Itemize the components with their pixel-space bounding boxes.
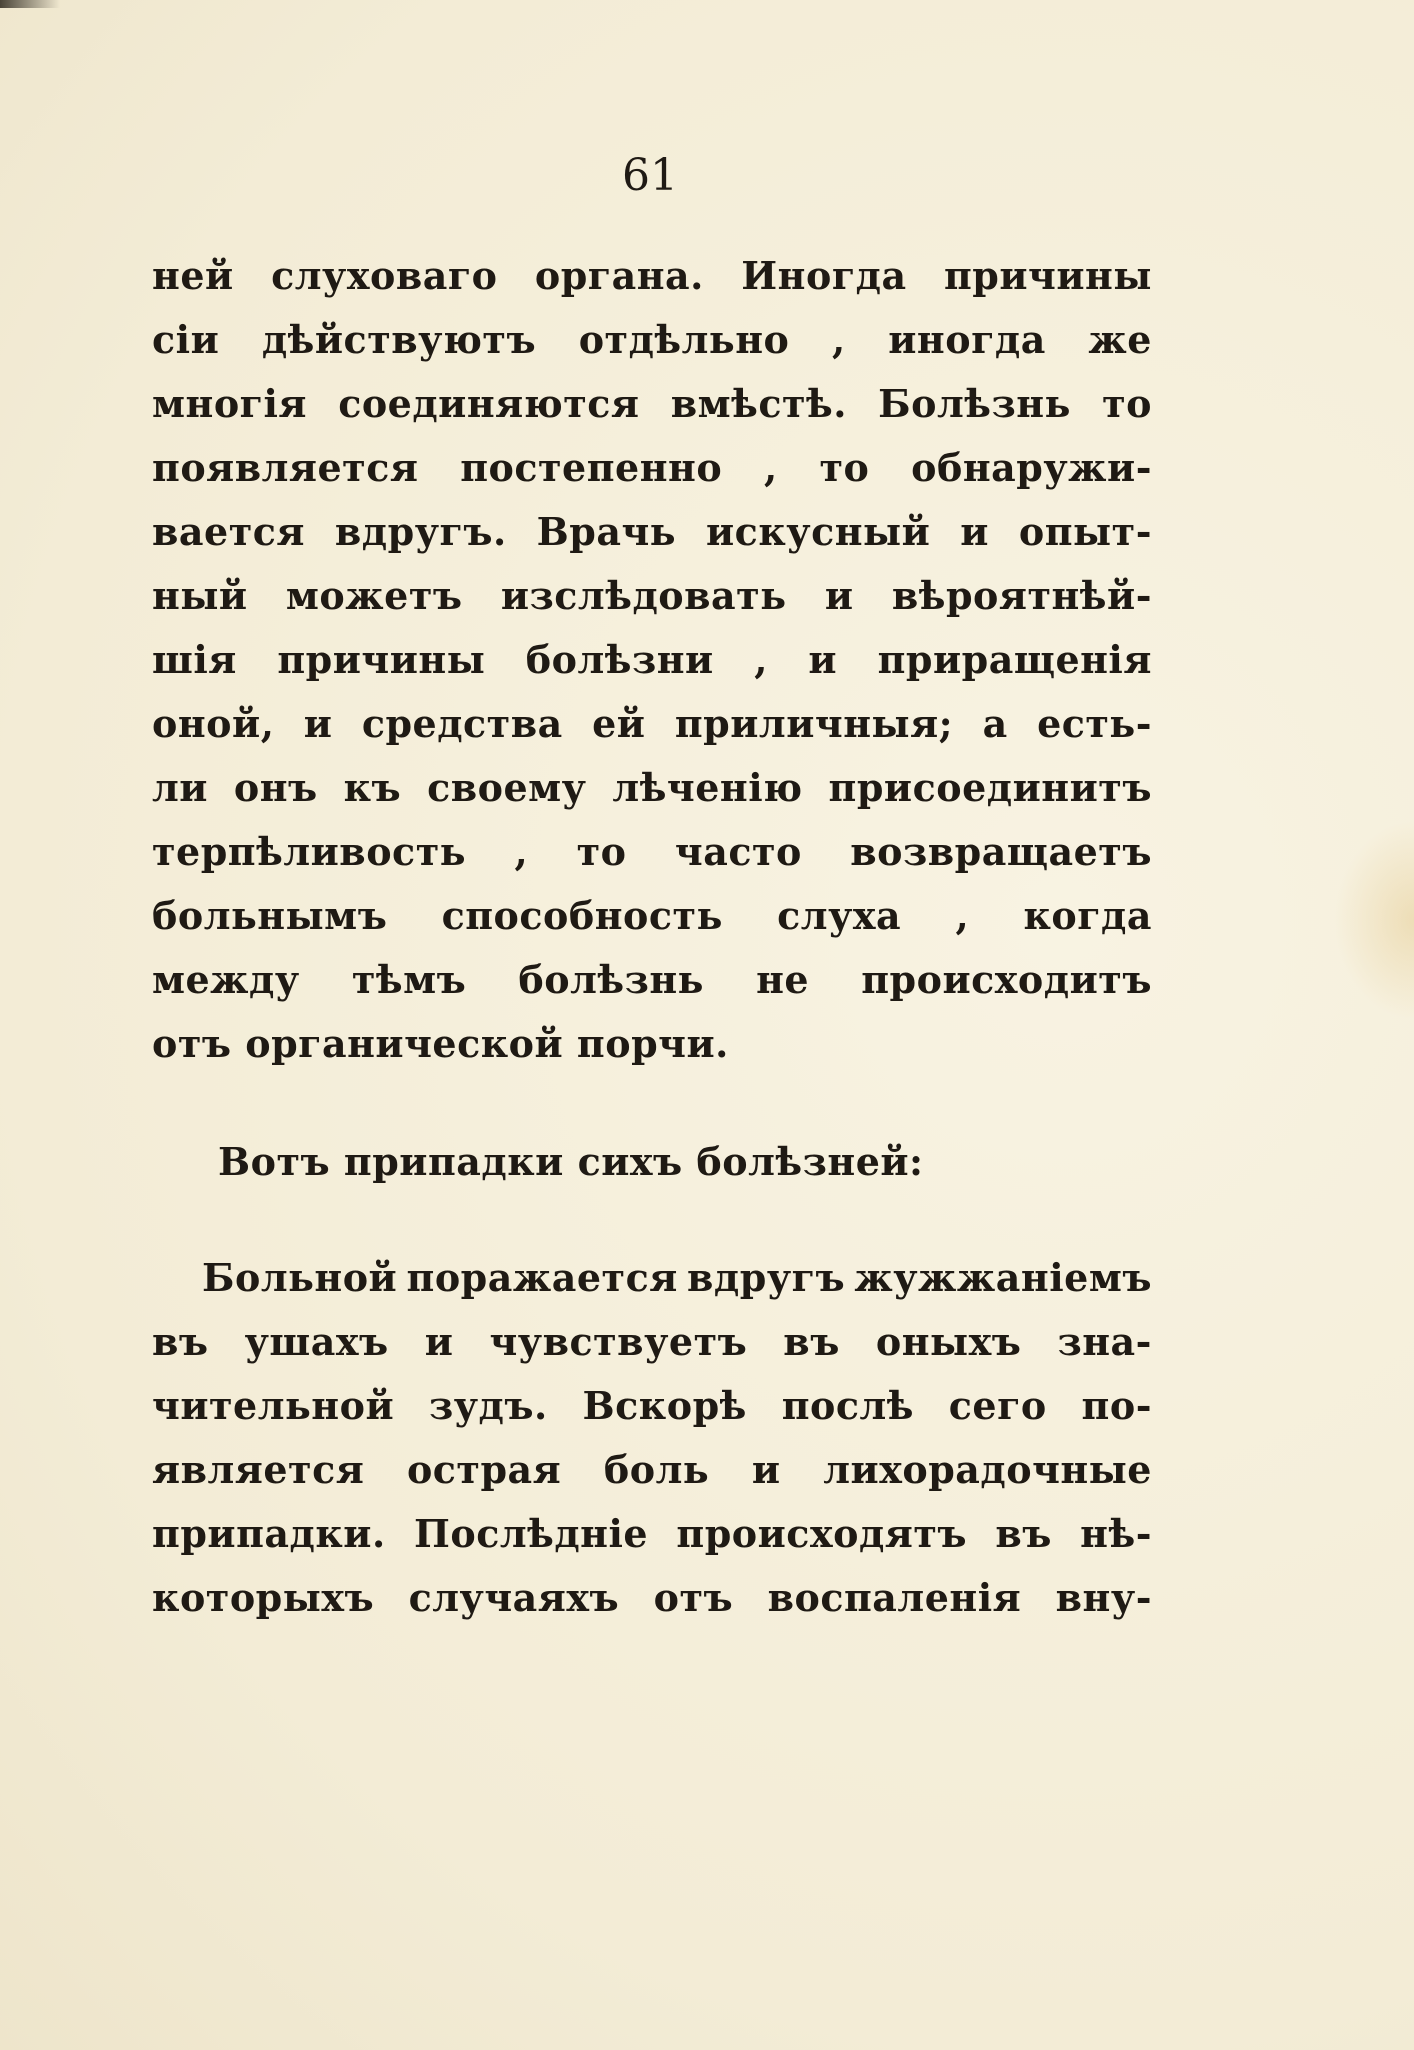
word: въ <box>152 1319 209 1364</box>
word: то <box>1102 381 1152 426</box>
paper-stain <box>1334 820 1414 1020</box>
word: больнымъ <box>152 893 388 938</box>
word: острая <box>406 1447 562 1492</box>
word: своему <box>427 765 587 810</box>
word: чительной <box>152 1383 395 1428</box>
word: вдругъ. <box>334 509 507 554</box>
word: тѣмъ <box>351 957 467 1002</box>
word: зудъ. <box>428 1383 548 1428</box>
word: приличныя; <box>674 701 954 746</box>
word: вается <box>152 509 305 554</box>
word: отдѣльно <box>578 317 790 362</box>
word: случаяхъ <box>408 1575 620 1620</box>
text-line: отъ органической порчи. <box>152 1021 729 1066</box>
word: жужжаніемъ <box>854 1255 1152 1300</box>
word: зна- <box>1057 1319 1152 1364</box>
word: является <box>152 1447 365 1492</box>
word: способность <box>441 893 723 938</box>
word: , <box>754 637 768 682</box>
word: слуха <box>777 893 902 938</box>
word: ли <box>152 765 208 810</box>
word: , <box>763 445 778 490</box>
word: воспаленія <box>767 1575 1022 1620</box>
word: чувствуетъ <box>489 1319 748 1364</box>
word: лихорадочные <box>823 1447 1152 1492</box>
word: средства <box>361 701 563 746</box>
section-heading: Вотъ припадки сихъ болѣзней: <box>218 1139 924 1184</box>
word: органа. <box>534 253 704 298</box>
word: приращенія <box>877 637 1152 682</box>
word: шія <box>152 637 237 682</box>
text-line <box>152 1438 1152 1502</box>
word: онъ <box>233 765 318 810</box>
text-line <box>152 308 1152 372</box>
word: къ <box>343 765 402 810</box>
word: то <box>819 445 870 490</box>
word: сіи <box>152 317 220 362</box>
text-line <box>152 756 1152 820</box>
word: Болѣзнь <box>878 381 1071 426</box>
word: и <box>424 1319 454 1364</box>
word: вну- <box>1055 1575 1152 1620</box>
word: сего <box>948 1383 1047 1428</box>
word: , <box>955 893 970 938</box>
text-line <box>152 372 1152 436</box>
word: возвращаетъ <box>850 829 1152 874</box>
text-line <box>152 1502 1152 1566</box>
word: вѣроятнѣй- <box>891 573 1152 618</box>
paragraph-1 <box>152 244 1152 1076</box>
word: Вскорѣ <box>582 1383 747 1428</box>
text-line <box>152 1310 1152 1374</box>
word: , <box>831 317 846 362</box>
word: ушахъ <box>244 1319 389 1364</box>
word: есть- <box>1037 701 1152 746</box>
word: оной, <box>152 701 275 746</box>
text-line <box>152 244 1152 308</box>
word: обнаружи- <box>911 445 1152 490</box>
word: можетъ <box>285 573 463 618</box>
word: и <box>751 1447 781 1492</box>
word: не <box>756 957 810 1002</box>
word: припадки. <box>152 1511 386 1556</box>
word: причины <box>277 637 486 682</box>
text-line <box>152 1566 1152 1630</box>
word: причины <box>943 253 1152 298</box>
word: послѣ <box>781 1383 914 1428</box>
word: а <box>982 701 1008 746</box>
word: соединяются <box>338 381 640 426</box>
word: и <box>960 509 989 554</box>
word: ей <box>592 701 646 746</box>
word: по- <box>1081 1383 1152 1428</box>
word: происходятъ <box>676 1511 968 1556</box>
word: то <box>576 829 627 874</box>
word: появляется <box>152 445 419 490</box>
word: вмѣстѣ. <box>670 381 847 426</box>
word: между <box>152 957 300 1002</box>
text-line <box>152 884 1152 948</box>
word: и <box>303 701 333 746</box>
word: дѣйствуютъ <box>261 317 537 362</box>
word: , <box>514 829 529 874</box>
word: нѣ- <box>1080 1511 1152 1556</box>
page-number: 61 <box>622 150 678 201</box>
text-line <box>152 1374 1152 1438</box>
word: опыт- <box>1018 509 1152 554</box>
word: въ <box>995 1511 1052 1556</box>
text-line <box>152 820 1152 884</box>
word: Иногда <box>741 253 907 298</box>
word: когда <box>1023 893 1152 938</box>
word: постепенно <box>460 445 723 490</box>
text-line <box>152 1246 1152 1310</box>
word: и <box>824 573 854 618</box>
word: присоединитъ <box>828 765 1152 810</box>
word: поражается <box>406 1255 678 1300</box>
word: ный <box>152 573 248 618</box>
text-line <box>152 948 1152 1012</box>
word: въ <box>783 1319 840 1364</box>
text-line <box>152 692 1152 756</box>
word: отъ <box>653 1575 734 1620</box>
word: которыхъ <box>152 1575 375 1620</box>
word: вдругъ <box>687 1255 846 1300</box>
word: многія <box>152 381 307 426</box>
word: слуховаго <box>271 253 498 298</box>
word: лѣченію <box>612 765 803 810</box>
word: боль <box>603 1447 710 1492</box>
word: и <box>808 637 838 682</box>
word: же <box>1088 317 1152 362</box>
word: иногда <box>888 317 1046 362</box>
word: болѣзнь <box>518 957 704 1002</box>
paragraph-2 <box>152 1246 1152 1630</box>
word: Врачь <box>536 509 677 554</box>
word: часто <box>674 829 802 874</box>
word: ней <box>152 253 234 298</box>
text-line <box>152 500 1152 564</box>
text-line <box>152 628 1152 692</box>
word: болѣзни <box>525 637 714 682</box>
word: искусный <box>706 509 931 554</box>
word: Послѣдніе <box>413 1511 649 1556</box>
word: терпѣливость <box>152 829 467 874</box>
word: оныхъ <box>875 1319 1022 1364</box>
word: происходитъ <box>861 957 1152 1002</box>
page-edge-mark <box>0 0 60 8</box>
text-line <box>152 564 1152 628</box>
text-line <box>152 436 1152 500</box>
word: изслѣдовать <box>500 573 787 618</box>
word: Больной <box>202 1255 398 1300</box>
